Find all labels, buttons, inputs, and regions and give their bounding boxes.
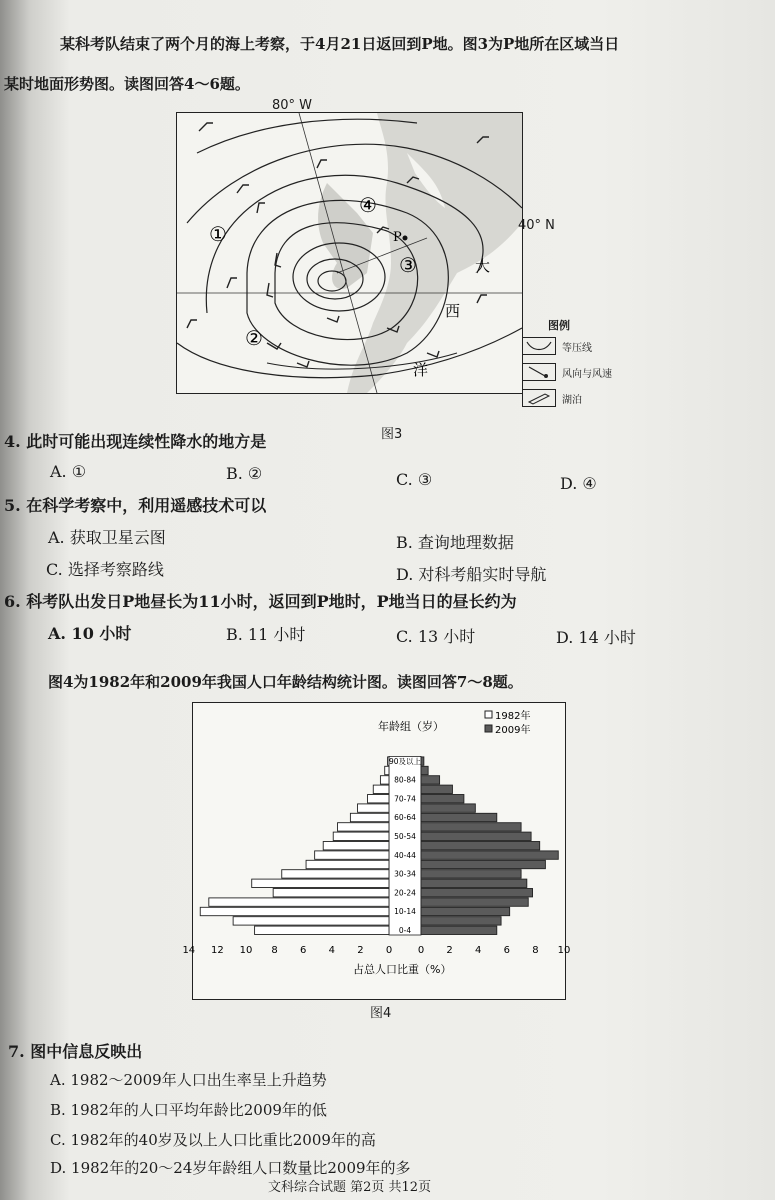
age-label-10-14: 10-14 — [394, 907, 416, 917]
page-footer: 文科综合试题 第2页 共12页 — [268, 1180, 432, 1195]
q7-stem: 7. 图中信息反映出 — [8, 1042, 143, 1061]
tick-right-8: 8 — [532, 945, 539, 956]
bar-2009-65-69 — [421, 804, 475, 812]
bar-1982-50-54 — [333, 832, 389, 840]
bar-1982-80-84 — [380, 776, 389, 784]
bar-1982-35-39 — [306, 860, 389, 868]
tick-right-10: 10 — [557, 945, 571, 956]
tick-left-14: 14 — [182, 945, 196, 956]
tick-left-8: 8 — [271, 945, 278, 956]
legend-2009-swatch — [485, 725, 492, 732]
q4-stem: 4. 此时可能出现连续性降水的地方是 — [4, 432, 267, 451]
q4-option-a: A. ① — [50, 462, 87, 481]
bar-1982-65-69 — [358, 804, 389, 812]
bar-2009-5-9 — [421, 917, 501, 925]
tick-right-4: 4 — [475, 945, 482, 956]
age-label-90及以上: 90及以上 — [388, 756, 422, 766]
bar-1982-75-79 — [373, 785, 389, 793]
mark-3: ③ — [399, 253, 417, 277]
q7-option-c: C. 1982年的40岁及以上人口比重比2009年的高 — [50, 1131, 376, 1149]
q5-option-d: D. 对科考船实时导航 — [396, 565, 547, 584]
bar-2009-20-24 — [421, 889, 533, 897]
weather-map — [176, 112, 523, 394]
label-40n: 40° N — [518, 218, 555, 233]
legend-isobar-label: 等压线 — [562, 343, 592, 354]
point-p — [403, 236, 408, 241]
tick-left-4: 4 — [328, 945, 335, 956]
legend-1982-label: 1982年 — [495, 711, 531, 722]
weather-map-svg — [177, 113, 522, 393]
ocean-char-2: 西 — [445, 302, 461, 320]
q5-option-b: B. 查询地理数据 — [396, 533, 514, 552]
bar-1982-60-64 — [350, 813, 389, 821]
ocean-char-1: 大 — [475, 257, 491, 275]
age-label-60-64: 60-64 — [394, 813, 416, 823]
age-label-70-74: 70-74 — [394, 794, 416, 804]
tick-right-6: 6 — [503, 945, 510, 956]
bar-1982-45-49 — [323, 842, 389, 850]
legend-wind-icon — [522, 363, 556, 381]
q5-option-c: C. 选择考察路线 — [46, 560, 164, 579]
tick-right-0: 0 — [417, 945, 425, 956]
legend-isobar-icon — [522, 337, 556, 355]
bar-2009-90及以上 — [421, 757, 424, 765]
label-80w: 80° W — [272, 98, 313, 113]
bar-2009-80-84 — [421, 776, 440, 784]
bar-2009-70-74 — [421, 795, 464, 803]
q7-option-b: B. 1982年的人口平均年龄比2009年的低 — [50, 1101, 327, 1119]
figure3-caption: 图3 — [381, 427, 403, 442]
intro-line2: 某时地面形势图。读图回答4～6题。 — [4, 75, 250, 93]
ocean-char-3: 洋 — [413, 361, 429, 379]
q6-option-a: A. 10 小时 — [48, 624, 132, 643]
tick-left-6: 6 — [300, 945, 307, 956]
bar-2009-55-59 — [421, 823, 521, 831]
bar-1982-30-34 — [282, 870, 389, 878]
q4-option-d: D. ④ — [560, 474, 597, 493]
mark-1: ① — [209, 222, 227, 246]
bar-1982-5-9 — [233, 917, 389, 925]
point-p-label: P — [393, 230, 402, 245]
tick-right-2: 2 — [446, 945, 453, 956]
tick-left-2: 2 — [357, 945, 364, 956]
q7-option-d: D. 1982年的20～24岁年龄组人口数量比2009年的多 — [50, 1159, 411, 1177]
tick-left-12: 12 — [211, 945, 224, 956]
q5-stem: 5. 在科学考察中，利用遥感技术可以 — [4, 496, 267, 515]
q6-option-b: B. 11 小时 — [226, 625, 306, 644]
q6-option-d: D. 14 小时 — [556, 628, 636, 647]
population-chart — [182, 702, 571, 1000]
chart-xlabel: 占总人口比重（%） — [353, 963, 452, 976]
q4-option-b: B. ② — [226, 464, 263, 483]
figure3-legend — [522, 315, 662, 415]
bar-1982-55-59 — [338, 823, 389, 831]
figure4-caption: 图4 — [370, 1006, 392, 1021]
mark-4: ④ — [359, 193, 377, 217]
bar-2009-75-79 — [421, 785, 452, 793]
bar-2009-30-34 — [421, 870, 521, 878]
bar-1982-40-44 — [315, 851, 389, 859]
age-label-80-84: 80-84 — [394, 775, 416, 785]
population-pyramid-svg — [182, 703, 571, 999]
tick-left-10: 10 — [239, 945, 253, 956]
mark-2: ② — [245, 326, 263, 350]
bar-1982-20-24 — [273, 889, 389, 897]
age-label-20-24: 20-24 — [394, 888, 416, 898]
chart-title: 年龄组（岁） — [378, 720, 444, 733]
age-label-0-4: 0-4 — [398, 926, 412, 935]
bar-2009-60-64 — [421, 813, 497, 821]
q5-option-a: A. 获取卫星云图 — [48, 528, 166, 547]
bar-1982-0-4 — [255, 926, 389, 934]
legend-lake-label: 湖泊 — [562, 395, 582, 406]
bar-2009-35-39 — [421, 860, 545, 868]
bar-2009-15-19 — [421, 898, 528, 906]
bar-1982-70-74 — [368, 795, 389, 803]
q7-option-a: A. 1982～2009年人口出生率呈上升趋势 — [50, 1071, 327, 1089]
intro2: 图4为1982年和2009年我国人口年龄结构统计图。读图回答7～8题。 — [48, 673, 523, 691]
q4-option-c: C. ③ — [396, 470, 433, 489]
bar-2009-45-49 — [421, 842, 540, 850]
q6-stem: 6. 科考队出发日P地昼长为11小时，返回到P地时，P地当日的昼长约为 — [4, 592, 517, 611]
bar-2009-85-89 — [421, 766, 428, 774]
bar-1982-10-14 — [200, 907, 389, 915]
bar-2009-25-29 — [421, 879, 527, 887]
legend-lake-icon — [522, 389, 556, 407]
bar-1982-25-29 — [252, 879, 389, 887]
intro-line1: 某科考队结束了两个月的海上考察，于4月21日返回到P地。图3为P地所在区域当日 — [60, 35, 620, 53]
bar-2009-50-54 — [421, 832, 531, 840]
bar-1982-15-19 — [209, 898, 389, 906]
bar-2009-10-14 — [421, 907, 510, 915]
q6-option-c: C. 13 小时 — [396, 627, 476, 646]
bar-1982-85-89 — [385, 766, 389, 774]
age-label-40-44: 40-44 — [394, 850, 416, 860]
age-label-30-34: 30-34 — [394, 869, 416, 879]
legend-2009-label: 2009年 — [495, 725, 531, 736]
bar-2009-0-4 — [421, 926, 497, 934]
legend-1982-swatch — [485, 711, 492, 718]
legend-wind-label: 风向与风速 — [562, 369, 612, 380]
bar-2009-40-44 — [421, 851, 558, 859]
tick-left-0: 0 — [385, 945, 393, 956]
legend-title: 图例 — [548, 319, 570, 332]
age-label-50-54: 50-54 — [394, 832, 416, 841]
